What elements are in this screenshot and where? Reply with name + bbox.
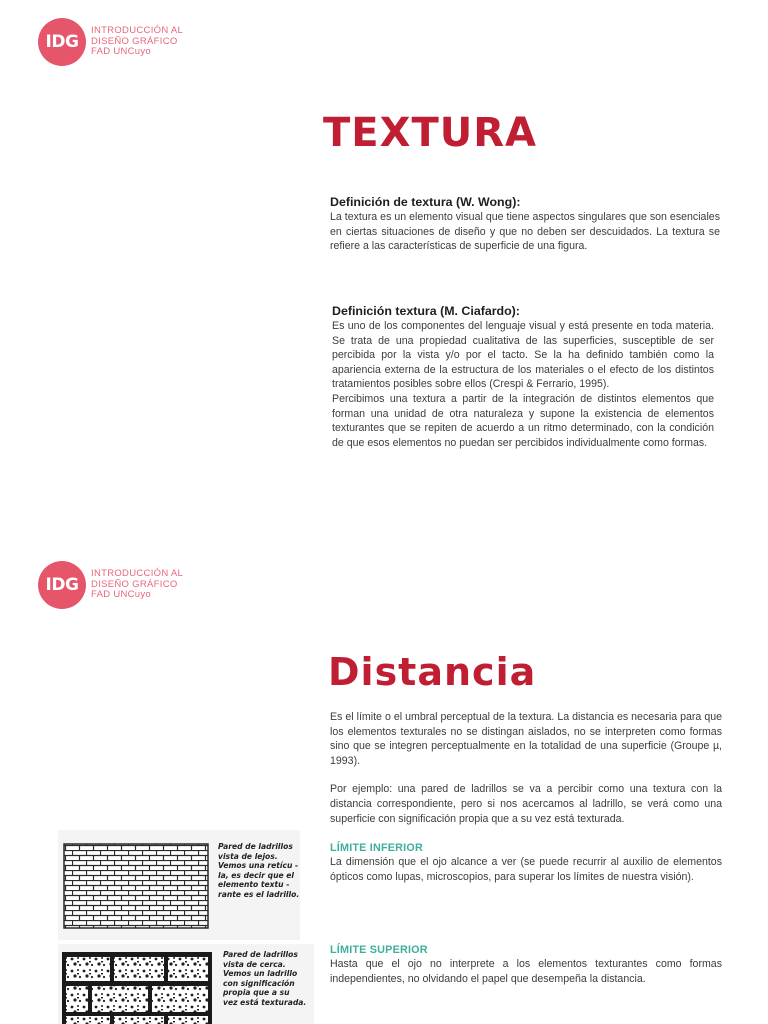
caption-line: elemento textu - — [218, 880, 290, 890]
distancia-text — [330, 710, 722, 826]
logo — [38, 561, 183, 609]
caption-line: Pared de ladrillos — [223, 950, 298, 959]
logo-line: INTRODUCCIÓN AL — [91, 568, 184, 580]
brick-wall-far-figure — [58, 830, 300, 940]
limite-inferior-label: LÍMITE INFERIOR — [330, 842, 423, 854]
logo-text — [91, 569, 183, 601]
limite-superior-text: Hasta que el ojo no interprete a los elementos texturantes como formas independientes, no olvidando el papel que desempeña la distancia. — [330, 958, 722, 985]
caption-line: Pared de ladrillos — [218, 842, 293, 851]
wong-text: La textura es un elemento visual que tiene aspectos singulares que son esenciales en ciertas situaciones de diseño y que no deben ser descuidados. La textura se refiere a las características de superficie de una figura. — [330, 211, 720, 253]
logo — [38, 18, 183, 66]
idg-logo-mark: IDG — [38, 18, 86, 66]
ciafardo-text-2: Percibimos una textura a partir de la integración de distintos elementos que forman una unidad de otra naturaleza y supone la existencia de elementos texturantes que se repiten de acuerdo a un ritmo determinado, con la condición de que esos elementos no puedan ser percibidos individualmente como formas. — [332, 392, 714, 449]
brick-wall-far-caption — [218, 842, 299, 900]
brick-wall-near-caption — [223, 950, 306, 1008]
idg-logo-mark: IDG — [38, 561, 86, 609]
caption-line: rante es el ladrillo. — [218, 889, 300, 899]
limite-inferior — [330, 841, 722, 884]
logo-line: FAD UNCuyo — [91, 46, 152, 58]
limite-superior-label: LÍMITE SUPERIOR — [330, 944, 428, 956]
logo-line: FAD UNCuyo — [91, 589, 152, 601]
ciafardo-definition — [332, 303, 714, 450]
caption-line: Vemos una retícu - — [218, 861, 299, 871]
caption-line: propia que a su — [223, 988, 290, 998]
wong-heading: Definición de textura (W. Wong): — [330, 195, 521, 209]
page-title-textura: TEXTURA — [323, 110, 537, 156]
caption-line: vista de cerca. — [223, 959, 286, 969]
wong-definition — [330, 194, 720, 254]
brick-wall-near-figure — [58, 944, 314, 1024]
caption-line: vista de lejos. — [218, 851, 278, 861]
logo-line: DISEÑO GRÁFICO — [91, 35, 178, 47]
caption-line: Vemos un ladrillo — [223, 969, 298, 979]
page-title-distancia: Distancia — [328, 650, 537, 694]
distancia-paragraph-2: Por ejemplo: una pared de ladrillos se va a percibir como una textura con la distancia correspondiente, pero si nos acercamos al ladrillo, se verá como una superficie con significación propia que a su vez está texturada. — [330, 783, 722, 825]
ciafardo-heading: Definición textura (M. Ciafardo): — [332, 304, 520, 318]
caption-line: con significación — [223, 978, 295, 988]
limite-inferior-text: La dimensión que el ojo alcance a ver (se puede recurrir al auxilio de elementos ópticos como lupas, microscopios, para superar los límites de nuestra visión). — [330, 856, 722, 883]
caption-line: la, es decir que el — [218, 870, 295, 880]
limite-superior — [330, 943, 722, 986]
logo-line: INTRODUCCIÓN AL — [91, 25, 184, 37]
caption-line: vez está texturada. — [223, 997, 307, 1007]
ciafardo-text-1: Es uno de los componentes del lenguaje visual y está presente en toda materia. Se trata de una propiedad cualitativa de las superficies, susceptible de ser percibida por la vista y/o por el tacto. Se la ha definido también como la apariencia externa de la estructura de los materiales o el efecto de los distintos tratamientos posibles sobre ellos (Crespi & Ferrario, 1995). — [332, 320, 714, 391]
logo-line: DISEÑO GRÁFICO — [91, 578, 178, 590]
distancia-paragraph-1: Es el límite o el umbral perceptual de la textura. La distancia es necesaria para que los elementos texturales no se distingan aislados, no se interpreten como formas sino que se integren perceptualmente en la totalidad de una superficie (Groupe µ, 1993). — [330, 711, 722, 767]
logo-text — [91, 26, 183, 58]
